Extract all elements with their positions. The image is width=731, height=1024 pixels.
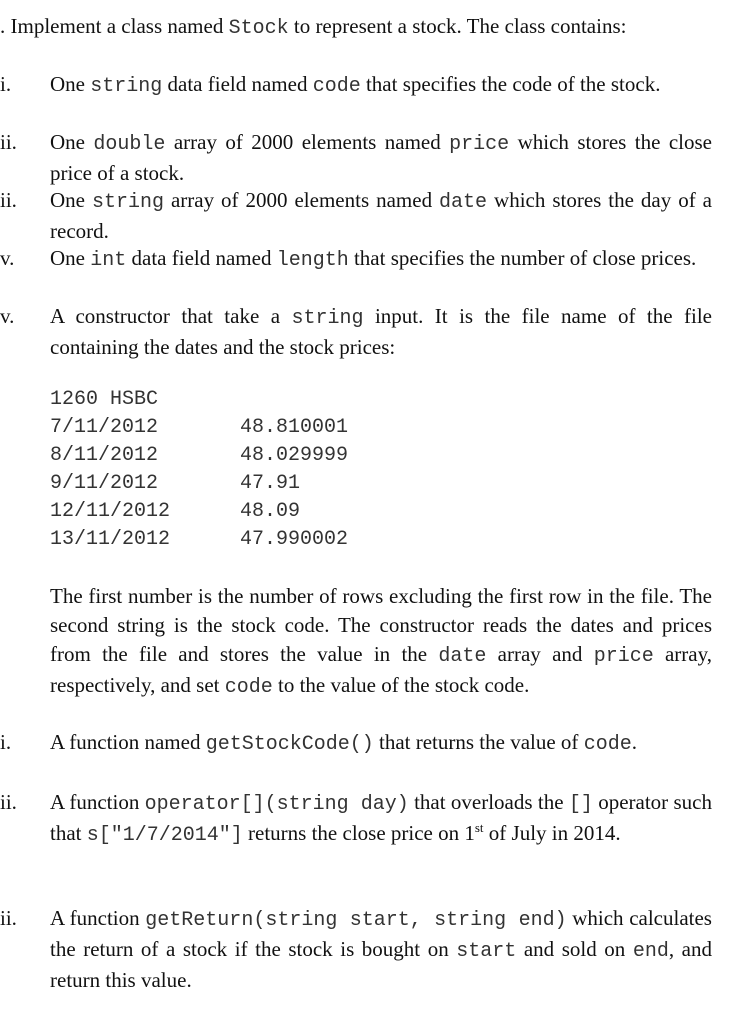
item-marker: ii. bbox=[0, 188, 17, 212]
file-data-row: 9/11/2012 47.91 bbox=[50, 472, 301, 495]
list-item-operator-overload: ii. A function operator[](string day) that overloads the [] operator such that s["1/7/2014"] returns the close price on 1st of July in 2014. bbox=[0, 790, 712, 847]
item-marker: ii. bbox=[0, 790, 17, 814]
file-header-row: 1260 HSBC bbox=[50, 388, 159, 411]
item-marker: ii. bbox=[0, 906, 17, 930]
class-name-code: Stock bbox=[228, 17, 289, 40]
list-item-get-stock-code: i. A function named getStockCode() that returns the value of code. bbox=[0, 730, 637, 756]
file-data-row: 7/11/2012 48.810001 bbox=[50, 416, 349, 439]
list-item-string-date: ii. One string array of 2000 elements named date which stores the day of a record. bbox=[0, 188, 712, 243]
file-data-row: 8/11/2012 48.029999 bbox=[50, 444, 349, 467]
item-marker: i. bbox=[0, 72, 12, 96]
list-item-constructor: v. A constructor that take a string input. It is the file name of the file containing the dates and the stock prices: bbox=[0, 304, 712, 359]
item-marker: i. bbox=[0, 730, 12, 754]
constructor-description: The first number is the number of rows excluding the first row in the file. The second string is the stock code. The constructor reads the dates and prices from the file and stores the value in the date array and price array, respectively, and set code to the value of the stock code. bbox=[50, 584, 712, 699]
item-marker: v. bbox=[0, 304, 15, 328]
file-example-block bbox=[50, 386, 420, 554]
list-item-get-return: ii. A function getReturn(string start, string end) which calculates the return of a stock if the stock is bought on start and sold on end, and return this value. bbox=[0, 906, 713, 992]
file-data-row: 12/11/2012 48.09 bbox=[50, 500, 301, 523]
item-marker: v. bbox=[0, 246, 15, 270]
item-marker: ii. bbox=[0, 130, 17, 154]
question-intro: . Implement a class named Stock to represent a stock. The class contains: bbox=[0, 14, 627, 40]
list-item-int-length: v. One int data field named length that specifies the number of close prices. bbox=[0, 246, 697, 272]
list-item-string-code: i. One string data field named code that specifies the code of the stock. bbox=[0, 72, 661, 98]
list-item-double-price: ii. One double array of 2000 elements named price which stores the close price of a stock. bbox=[0, 130, 712, 185]
file-data-row: 13/11/2012 47.990002 bbox=[50, 528, 349, 551]
